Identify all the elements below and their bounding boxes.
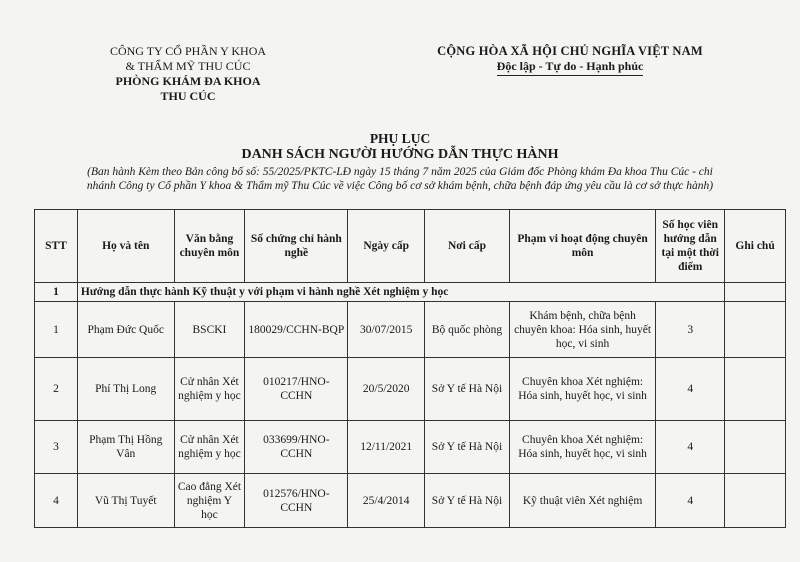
- row-scope: Kỹ thuật viên Xét nghiệm: [509, 474, 655, 528]
- row-cert: 012576/HNO-CCHN: [245, 474, 348, 528]
- row-date: 12/11/2021: [348, 421, 425, 474]
- header-date: Ngày cấp: [348, 210, 425, 283]
- instructor-table: [34, 209, 786, 528]
- table-row: [35, 421, 786, 474]
- row-note: [725, 474, 786, 528]
- row-name: Phạm Đức Quốc: [77, 302, 174, 358]
- row-note: [725, 421, 786, 474]
- header-name: Họ và tên: [77, 210, 174, 283]
- issuance-note-line2: nhánh Công ty Cổ phần Y khoa & Thẩm mỹ Thu Cúc về việc Công bố cơ sở khám bệnh, chữa bệnh đáp ứng yêu cầu là cơ sở thực hành): [86, 180, 714, 192]
- appendix-title: PHỤ LỤC: [369, 131, 431, 146]
- document-title-block: [40, 131, 760, 193]
- row-degree: Cử nhân Xét nghiệm y học: [174, 358, 245, 421]
- section-row: [35, 283, 786, 302]
- row-degree: Cử nhân Xét nghiệm y học: [174, 421, 245, 474]
- section-label: Hướng dẫn thực hành Kỹ thuật y với phạm vi hành nghề Xét nghiệm y học: [77, 283, 724, 302]
- table-row: [35, 302, 786, 358]
- row-place: Sở Y tế Hà Nội: [425, 421, 510, 474]
- row-cert: 010217/HNO-CCHN: [245, 358, 348, 421]
- organization-header: [78, 44, 298, 104]
- row-place: Bộ quốc phòng: [425, 302, 510, 358]
- row-stt: 4: [35, 474, 78, 528]
- header-cert: Số chứng chỉ hành nghề: [245, 210, 348, 283]
- table-header-row: [35, 210, 786, 283]
- row-degree: BSCKI: [174, 302, 245, 358]
- row-students: 4: [656, 474, 725, 528]
- national-motto: Độc lập - Tự do - Hạnh phúc: [497, 59, 644, 76]
- row-date: 25/4/2014: [348, 474, 425, 528]
- row-stt: 1: [35, 302, 78, 358]
- company-name-line1: CÔNG TY CỔ PHẦN Y KHOA: [109, 44, 267, 58]
- row-stt: 2: [35, 358, 78, 421]
- company-name-line2: & THẨM MỸ THU CÚC: [125, 59, 251, 73]
- row-scope: Chuyên khoa Xét nghiệm: Hóa sinh, huyết học, vi sinh: [509, 358, 655, 421]
- header-degree: Văn bằng chuyên môn: [174, 210, 245, 283]
- section-note-cell: [725, 283, 786, 302]
- row-note: [725, 302, 786, 358]
- row-place: Sở Y tế Hà Nội: [425, 474, 510, 528]
- row-name: Phí Thị Long: [77, 358, 174, 421]
- national-title: CỘNG HÒA XÃ HỘI CHỦ NGHĨA VIỆT NAM: [437, 44, 703, 58]
- row-place: Sở Y tế Hà Nội: [425, 358, 510, 421]
- section-number: 1: [35, 283, 78, 302]
- list-title: DANH SÁCH NGƯỜI HƯỚNG DẪN THỰC HÀNH: [241, 147, 559, 162]
- national-header: [430, 44, 710, 76]
- row-name: Vũ Thị Tuyết: [77, 474, 174, 528]
- row-scope: Khám bệnh, chữa bệnh chuyên khoa: Hóa sinh, huyết học, vi sinh: [509, 302, 655, 358]
- row-students: 4: [656, 421, 725, 474]
- row-date: 20/5/2020: [348, 358, 425, 421]
- row-name: Phạm Thị Hồng Vân: [77, 421, 174, 474]
- clinic-name-line1: PHÒNG KHÁM ĐA KHOA: [115, 74, 261, 88]
- row-scope: Chuyên khoa Xét nghiệm: Hóa sinh, huyết học, vi sinh: [509, 421, 655, 474]
- header-note: Ghi chú: [725, 210, 786, 283]
- row-cert: 033699/HNO-CCHN: [245, 421, 348, 474]
- table-row: [35, 358, 786, 421]
- clinic-name-line2: THU CÚC: [160, 89, 216, 103]
- row-date: 30/07/2015: [348, 302, 425, 358]
- row-note: [725, 358, 786, 421]
- header-scope: Phạm vi hoạt động chuyên môn: [509, 210, 655, 283]
- header-students: Số học viên hướng dẫn tại một thời điểm: [656, 210, 725, 283]
- header-place: Nơi cấp: [425, 210, 510, 283]
- header-stt: STT: [35, 210, 78, 283]
- row-students: 3: [656, 302, 725, 358]
- issuance-note: [40, 165, 760, 193]
- row-cert: 180029/CCHN-BQP: [245, 302, 348, 358]
- row-degree: Cao đẳng Xét nghiệm Y học: [174, 474, 245, 528]
- issuance-note-line1: (Ban hành Kèm theo Bản công bố số: 55/2025/PKTC-LĐ ngày 15 tháng 7 năm 2025 của Giám đốc Phòng khám Đa khoa Thu Cúc - chi: [87, 166, 713, 178]
- row-stt: 3: [35, 421, 78, 474]
- table-row: [35, 474, 786, 528]
- row-students: 4: [656, 358, 725, 421]
